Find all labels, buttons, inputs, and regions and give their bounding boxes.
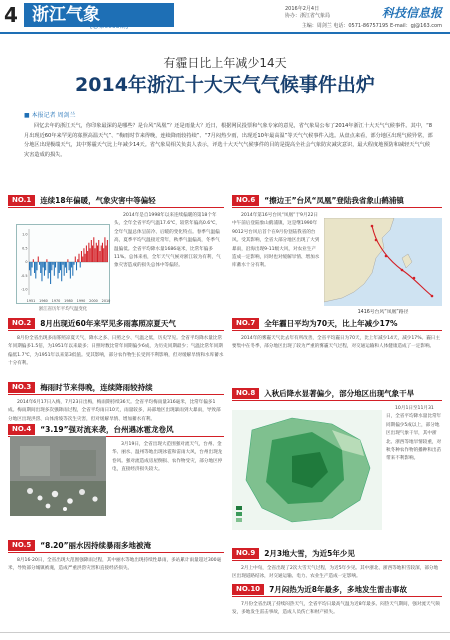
chart-bar bbox=[69, 262, 70, 270]
chart-bar bbox=[44, 262, 45, 276]
section-rule bbox=[232, 330, 442, 331]
masthead bbox=[0, 0, 450, 34]
chart-bar bbox=[107, 240, 108, 262]
section-rule bbox=[8, 330, 224, 331]
section-title: 连续18年偏暖，气象灾害中等偏轻 bbox=[40, 196, 156, 205]
chart-bar bbox=[99, 251, 100, 262]
chart-bar bbox=[101, 246, 102, 263]
chart-bar bbox=[59, 262, 60, 273]
typhoon-track-map bbox=[324, 218, 442, 306]
chart-bar bbox=[93, 237, 94, 262]
chart-bar bbox=[95, 248, 96, 262]
section-number: NO.2 bbox=[8, 318, 35, 329]
chart-bar bbox=[57, 262, 58, 279]
chart-bar bbox=[29, 262, 30, 270]
section-body: 3月19日，全省出现大范围强对流天气，台州、金华、丽水、温州等地出现冰雹和雷雨大风，台州出现龙卷风。强对流造成房屋倒损、农作物受灾，部分地区停电，直接经济损失较大。 bbox=[112, 442, 223, 473]
chart-bar bbox=[34, 262, 35, 273]
section-7 bbox=[232, 318, 442, 380]
section-title: “擦边王”台风“凤凰”登陆我省象山鹤浦镇 bbox=[264, 196, 404, 205]
section-5 bbox=[8, 540, 224, 630]
chart-bar bbox=[54, 262, 55, 276]
chart-bar bbox=[30, 262, 31, 276]
section-body: 8月份全省出现多雨寡照凉夏天气，降水之多、日照之少、气温之低，历史罕见。全省平均降水量比常年同期偏多1.5倍，为1951年以来最多；日照时数比常年同期偏少6成，为历史同期最少；气温比常年同期偏低1.7℃，为1951年以来第3低值。受其影响，部分农作物生长受到不利影响，但对缓解旱情和水库蓄水十分有利。 bbox=[8, 336, 224, 367]
section-title: 7月闷热为近8年最多，多地发生雷击事故 bbox=[269, 585, 407, 594]
chart-bar bbox=[46, 259, 47, 262]
section-number: NO.10 bbox=[232, 584, 264, 595]
chart-bar bbox=[65, 262, 66, 268]
section-title: 入秋后降水显著偏少，部分地区出现气象干旱 bbox=[264, 389, 415, 398]
chart-bar bbox=[88, 243, 89, 262]
x-tick-label: 1990 bbox=[76, 299, 86, 303]
chart-bar bbox=[87, 251, 88, 262]
section-9 bbox=[232, 548, 442, 578]
section-body: 2014年的雾霾天气比去年有所改善，全省平均霾日为70天，比上年减少14天，减少17%。霾日主要集中在冬季，部分地区出现了较为严重的雾霾天气过程，对交通运输和人体健康造成了一定影响。 bbox=[232, 336, 440, 350]
section-title: 8月出现近60年来罕见多雨寡照凉夏天气 bbox=[40, 319, 176, 328]
section-number: NO.8 bbox=[232, 388, 259, 399]
chart-bar bbox=[106, 246, 107, 263]
section-rule bbox=[232, 400, 442, 401]
section-body: 2014年6月17日入梅，7月23日出梅，梅雨期持续36天。全省平均梅雨量316毫米，比常年偏多1成。梅雨期间出现多次强降雨过程，全省平均雨日10天，雨量较多，局部地区出现暴雨到大暴雨，导致部分地区出现洪涝、山体滑坡等次生灾害，但对缓解旱情、增加蓄水有利。 bbox=[8, 400, 221, 422]
section-body: 2014年是自1998年以来连续偏暖的第18个年头，全年全省平均气温17.6℃，较常年偏高0.6℃，全年气温总体呈前冷、后暖的变化特点。春季气温偏高，夏季平均气温接近常年，秋季气温偏高，冬季气温偏低。全省平均降水量1686毫米，比常年偏多11%。总体来看，全年天气气候对浙江较为有利，气象灾害造成的损失总体中等偏轻。 bbox=[114, 213, 221, 269]
chart-bar bbox=[50, 262, 51, 284]
chart-bar bbox=[83, 248, 84, 262]
chart-bar bbox=[35, 262, 36, 279]
date-line: 2016年2月4日 bbox=[284, 6, 320, 12]
chart-bar bbox=[102, 243, 103, 262]
section-number: NO.4 bbox=[8, 424, 35, 435]
section-rule bbox=[8, 207, 224, 208]
section-body: 2014年第16号台风“凤凰”于9月22日中午前后登陆象山鹤浦镇，这是继1990年9012号台风后首个在9月份登陆我省的台风。受其影响，全省大部分地区出现了大到暴雨，沿海出现9-11级大风，对农业生产造成一定影响，同时也对缓解旱情、增加水库蓄水十分有利。 bbox=[232, 213, 320, 269]
chart-bar bbox=[67, 259, 68, 262]
section-number: NO.5 bbox=[8, 540, 35, 551]
section-2 bbox=[8, 318, 224, 386]
x-tick-label: 1970 bbox=[51, 299, 61, 303]
section-rule bbox=[232, 596, 442, 597]
contact-line: 主编：周剑兰 电话：0571-86757195 E-mail：gj@163.com bbox=[301, 23, 442, 29]
chart-bar bbox=[85, 254, 86, 262]
chart-bar bbox=[90, 248, 91, 262]
temperature-anomaly-chart bbox=[16, 224, 110, 304]
newspaper-logo: 科技信息报 bbox=[381, 6, 442, 20]
section-body: 8月16-20日，全省出现大范围强降雨过程，其中丽水等地出现持续性暴雨，多站累计雨量超过300毫米，导致部分城镇被淹，造成严重洪涝灾害和直接经济损失。 bbox=[8, 558, 222, 572]
chart-bar bbox=[41, 262, 42, 281]
chart-bar bbox=[76, 262, 77, 270]
chart-bar bbox=[33, 259, 34, 262]
x-tick-label: 2010 bbox=[101, 299, 111, 303]
chart-caption: 浙江省历年平均气温变化 bbox=[38, 307, 88, 312]
chart-bar bbox=[82, 257, 83, 263]
chart-bar bbox=[40, 262, 41, 273]
chart-bar bbox=[53, 262, 54, 265]
article-kicker: 有霾日比上年减少14天 bbox=[163, 56, 287, 70]
chart-bar bbox=[70, 262, 71, 279]
section-number: NO.1 bbox=[8, 195, 35, 206]
chart-bar bbox=[48, 262, 49, 279]
chart-bar bbox=[80, 262, 81, 268]
y-tick-label: -1.0 bbox=[20, 287, 28, 292]
section-rule bbox=[232, 560, 442, 561]
date-info bbox=[285, 6, 330, 20]
chart-bar bbox=[78, 254, 79, 262]
chart-bar bbox=[45, 262, 46, 270]
chart-bar bbox=[97, 246, 98, 263]
section-body: 10月1日至11月31日，全省平均降水量比常年同期偏少5成以上，部分地区出现气象干旱，其中浙北、浙西等地旱情较重，对秋冬种农作物的播种和出苗带来不利影响。 bbox=[386, 406, 442, 462]
section-body: 2月上中旬，全省出现了2次大雪天气过程，为近5年少见。其中浙北、浙西等地积雪较深，部分地区出现道路结冰，对交通运输、电力、农业生产造成一定影响。 bbox=[232, 566, 439, 580]
article-headline: 2014年浙江十大天气气候事件出炉 bbox=[75, 74, 375, 96]
hail-photo bbox=[10, 436, 106, 516]
precipitation-map bbox=[232, 410, 382, 530]
chart-svg bbox=[17, 225, 111, 305]
y-tick-label: -0.5 bbox=[20, 273, 28, 278]
chart-bar bbox=[72, 262, 73, 276]
chart-bar bbox=[86, 246, 87, 263]
chart-bar bbox=[81, 251, 82, 262]
chart-bar bbox=[103, 248, 104, 262]
chart-bar bbox=[55, 262, 56, 268]
chart-bar bbox=[77, 259, 78, 262]
section-title: “3.19”强对流来袭，台州遇冰雹龙卷风 bbox=[40, 425, 174, 434]
chart-bar bbox=[74, 262, 75, 265]
chart-bar bbox=[71, 262, 72, 268]
chart-bar bbox=[43, 262, 44, 268]
x-tick-label: 1951 bbox=[26, 299, 36, 303]
masthead-rule bbox=[0, 32, 450, 34]
chart-bar bbox=[64, 262, 65, 276]
x-tick-label: 2000 bbox=[89, 299, 98, 303]
chart-bar bbox=[39, 262, 40, 265]
section-title: “8.20”丽水因持续暴雨多地被淹 bbox=[40, 541, 152, 550]
y-tick-label: 0 bbox=[25, 260, 28, 265]
section-number: NO.7 bbox=[232, 318, 259, 329]
chart-bar bbox=[37, 262, 38, 270]
x-tick-label: 1980 bbox=[64, 299, 73, 303]
y-tick-label: 1.0 bbox=[22, 232, 28, 237]
section-rule bbox=[232, 207, 442, 208]
article-lead: 回忆去年的浙江天气，你印象最深的是哪些？是台风“凤凰”？还是雨量大？近日，根据网民投票和气象专家的意见，省气象局公布了2014年浙江十大天气气候事件。其中，“8月出现近60年来罕见的寡照高温天气”、“梅雨时节来得晚，连续降雨较持续”、“7月闷热少雨，出现近10年最高温”等天气气候事件入选。从盘点来看，部分地区出现气候异常，部分地区出现极端天气，其中雾霾天气比上年减少14天。省气象局相关负责人表示，评选十大天气气候事件的目的是提高全社会气象防灾减灾意识，最大程度地预防和减轻天气气候灾害造成的损失。 bbox=[24, 123, 433, 158]
org-line: 协办：浙江省气象局 bbox=[284, 13, 330, 19]
chart-bar bbox=[75, 257, 76, 263]
x-tick-label: 1960 bbox=[39, 299, 48, 303]
section-number: NO.9 bbox=[232, 548, 259, 559]
section-rule bbox=[8, 394, 224, 395]
issue-number: [总第0095期] bbox=[90, 23, 128, 30]
typhoon-caption: 1416号台风“凤凰”路径 bbox=[357, 310, 409, 315]
section-number: NO.3 bbox=[8, 382, 35, 393]
chart-bar bbox=[38, 257, 39, 263]
chart-bar bbox=[60, 262, 61, 270]
section-10 bbox=[232, 584, 442, 630]
chart-bar bbox=[66, 262, 67, 273]
section-title: 浙江气象 bbox=[24, 3, 174, 27]
article-byline: ■ 本报记者 周剑兰 bbox=[24, 112, 76, 119]
chart-bar bbox=[49, 262, 50, 273]
section-title: 2月3地大雪，为近5年少见 bbox=[264, 549, 355, 558]
chart-bar bbox=[92, 246, 93, 263]
section-title: 梅雨时节来得晚，连续降雨较持续 bbox=[40, 383, 153, 392]
section-title: 全年霾日平均为70天，比上年减少17% bbox=[264, 319, 398, 328]
page-footer-rule bbox=[0, 632, 450, 633]
y-tick-label: 0.5 bbox=[22, 246, 28, 251]
chart-bar bbox=[51, 262, 52, 270]
chart-bar bbox=[98, 240, 99, 262]
chart-bar bbox=[96, 243, 97, 262]
chart-bar bbox=[62, 262, 63, 265]
section-body: 7月份全省出现了持续闷热天气，全省平均日最高气温为近8年最多。闷热天气期间，强对流天气频发，多地发生雷击事故，造成人员伤亡和财产损失。 bbox=[232, 602, 440, 616]
chart-bar bbox=[91, 240, 92, 262]
section-number: NO.6 bbox=[232, 195, 259, 206]
chart-bar bbox=[104, 237, 105, 262]
section-rule bbox=[8, 552, 224, 553]
page-number: 4 bbox=[4, 3, 18, 27]
chart-bar bbox=[32, 262, 33, 268]
chart-bar bbox=[61, 262, 62, 281]
